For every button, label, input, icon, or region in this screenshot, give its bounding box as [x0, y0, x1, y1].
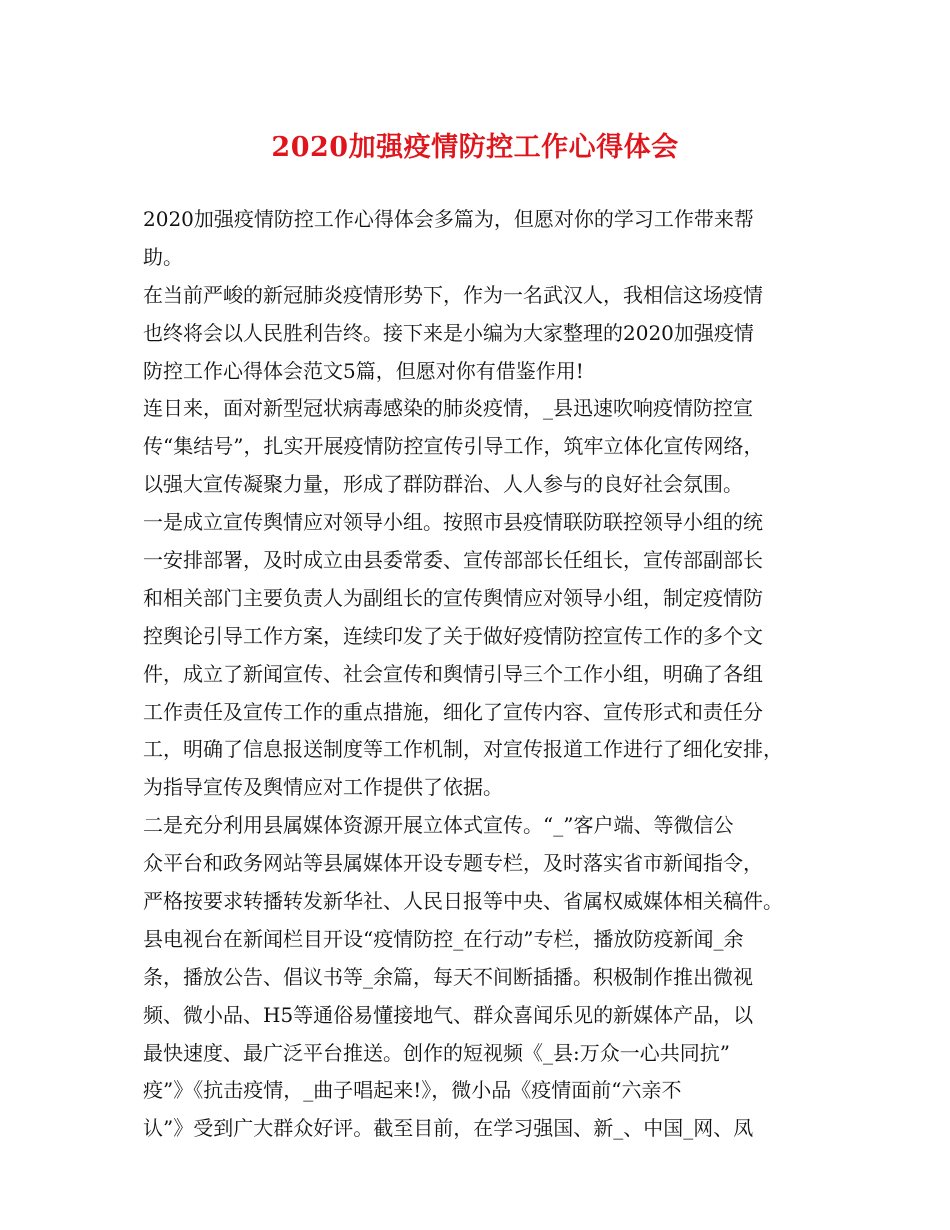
body-line: 一安排部署，及时成立由县委常委、宣传部部长任组长，宣传部副部长: [143, 548, 763, 573]
body-line: 防控工作心得体会范文5篇，但愿对你有借鉴作用!: [143, 358, 584, 383]
body-line: 认”》受到广大群众好评。截至目前，在学习强国、新_、中国_网、凤: [143, 1116, 754, 1141]
body-line: 为指导宣传及舆情应对工作提供了依据。: [143, 775, 503, 800]
body-line: 严格按要求转播转发新华社、人民日报等中央、省属权威媒体相关稿件。: [143, 889, 783, 914]
body-line: 一是成立宣传舆情应对领导小组。按照市县疫情联防联控领导小组的统: [143, 510, 763, 535]
body-line: 条，播放公告、倡议书等_余篇，每天不间断插播。积极制作推出微视: [143, 964, 753, 989]
body-line: 工，明确了信息报送制度等工作机制，对宣传报道工作进行了细化安排，: [143, 737, 783, 762]
body-line: 工作责任及宣传工作的重点措施，细化了宣传内容、宣传形式和责任分: [143, 699, 763, 724]
body-line: 在当前严峻的新冠肺炎疫情形势下，作为一名武汉人，我相信这场疫情: [143, 282, 763, 307]
body-line: 和相关部门主要负责人为副组长的宣传舆情应对领导小组，制定疫情防: [143, 585, 763, 610]
body-line: 助。: [143, 244, 183, 269]
body-line: 众平台和政务网站等县属媒体开设专题专栏，及时落实省市新闻指令，: [143, 851, 763, 876]
body-line: 以强大宣传凝聚力量，形成了群防群治、人人参与的良好社会氛围。: [143, 472, 743, 497]
body-line: 二是充分利用县属媒体资源开展立体式宣传。“_”客户端、等微信公: [143, 813, 734, 838]
body-line: 疫”》《抗击疫情，_曲子唱起来!》，微小品《疫情面前“六亲不: [143, 1078, 682, 1103]
body-line: 县电视台在新闻栏目开设“疫情防控_在行动”专栏，播放防疫新闻_余: [143, 926, 744, 951]
body-line: 2020加强疫情防控工作心得体会多篇为，但愿对你的学习工作带来帮: [143, 207, 754, 231]
body-line: 也终将会以人民胜利告终。接下来是小编为大家整理的2020加强疫情: [143, 320, 754, 345]
document-title: 2020加强疫情防控工作心得体会: [271, 132, 679, 163]
body-line: 控舆论引导工作方案，连续印发了关于做好疫情防控宣传工作的多个文: [143, 623, 763, 648]
body-line: 传“集结号”，扎实开展疫情防控宣传引导工作，筑牢立体化宣传网络，: [143, 434, 764, 459]
body-line: 件，成立了新闻宣传、社会宣传和舆情引导三个工作小组，明确了各组: [143, 661, 763, 686]
document-body: [143, 201, 823, 1148]
body-line: 连日来，面对新型冠状病毒感染的肺炎疫情，_县迅速吹响疫情防控宣: [143, 396, 753, 421]
body-line: 频、微小品、H5等通俗易懂接地气、群众喜闻乐见的新媒体产品，以: [143, 1002, 754, 1027]
body-line: 最快速度、最广泛平台推送。创作的短视频《_县:万众一心共同抗”: [143, 1040, 730, 1065]
